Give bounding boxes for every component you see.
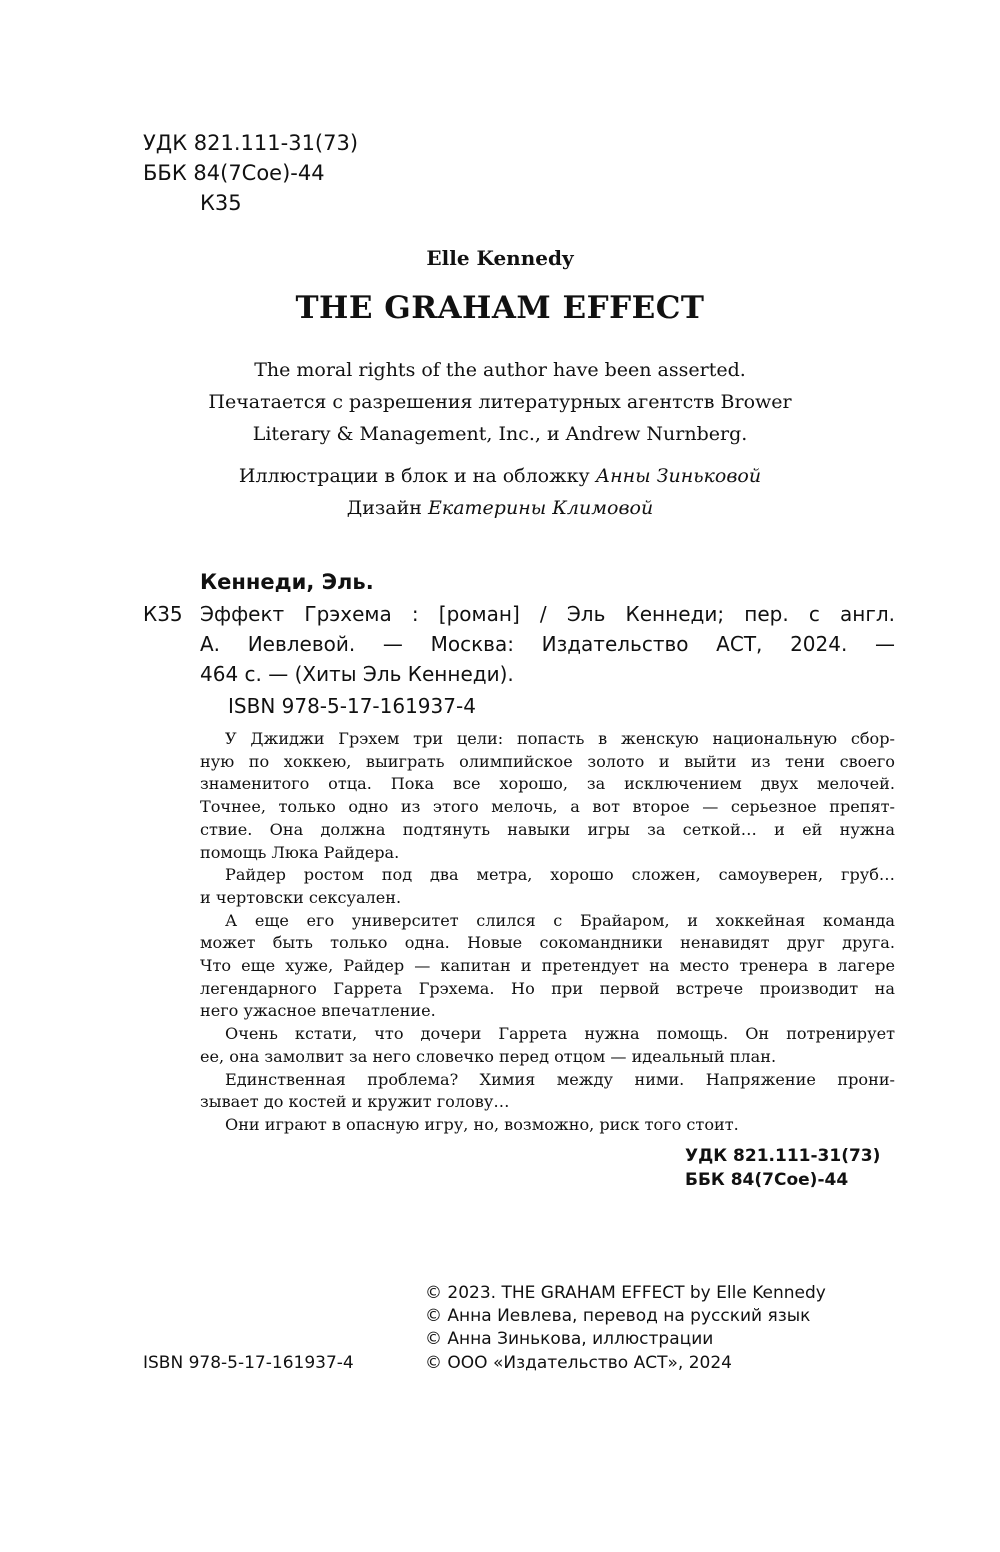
author-name-en: Elle Kennedy (426, 246, 574, 270)
annotation-line: него ужасное впечатление. (200, 1001, 436, 1021)
rights-line: Literary & Management, Inc., и Andrew Nurnberg. (252, 423, 748, 445)
bib-line: Эффект Грэхема : [роман] / Эль Кеннеди; пер. с англ. (200, 602, 895, 626)
annotation-paragraph (200, 1069, 895, 1114)
copyright-line: © 2023. THE GRAHAM EFFECT by Elle Kennedy (425, 1283, 826, 1303)
udk-code-bottom: УДК 821.111-31(73) (685, 1146, 881, 1166)
annotation-line: Райдер ростом под два метра, хорошо сложен, самоуверен, груб… (225, 865, 895, 885)
annotation-paragraph (200, 864, 895, 909)
copyright-line: © Анна Иевлева, перевод на русский язык (425, 1306, 811, 1326)
isbn-bottom: ISBN 978-5-17-161937-4 (143, 1353, 354, 1373)
annotation-line: легендарного Гаррета Грэхема. Но при первой встрече производит на (200, 978, 895, 998)
annotation-line: Они играют в опасную игру, но, возможно, риск того стоит. (225, 1114, 739, 1134)
credits (0, 460, 1000, 524)
annotation-paragraph (200, 728, 895, 864)
bbk-code: ББК 84(7Сое)-44 (143, 161, 325, 185)
annotation-paragraph (200, 910, 895, 1024)
design-label: Дизайн (346, 497, 422, 519)
book-title-en: THE GRAHAM EFFECT (295, 290, 705, 326)
bib-line: 464 с. — (Хиты Эль Кеннеди). (200, 662, 514, 686)
illustrator-name: Анны Зиньковой (595, 465, 762, 487)
annotation-line: ствие. Она должна подтянуть навыки игры за сеткой… и ей нужна (200, 819, 895, 839)
bib-heading: Кеннеди, Эль. (200, 570, 374, 594)
annotation-line: А еще его университет слился с Брайаром, и хоккейная команда (225, 910, 895, 930)
udk-code: УДК 821.111-31(73) (143, 131, 359, 155)
annotation-paragraph (200, 1114, 895, 1137)
annotation-line: Что еще хуже, Райдер — капитан и претендует на место тренера в лагере (200, 956, 895, 976)
illustrations-credit (0, 460, 1000, 492)
annotation (200, 728, 895, 1137)
bib-line: А. Иевлевой. — Москва: Издательство АСТ, 2024. — (200, 632, 895, 656)
rights-line: The moral rights of the author have been asserted. (254, 359, 746, 381)
rights-notice (0, 354, 1000, 450)
designer-name: Екатерины Климовой (427, 497, 654, 519)
annotation-line: Точнее, только одно из этого мелочь, а вот второе — серьезное препят- (200, 797, 895, 817)
annotation-line: знаменитого отца. Пока все хорошо, за исключением двух мелочей. (200, 774, 895, 794)
annotation-line: Очень кстати, что дочери Гаррета нужна помощь. Он потренирует (225, 1024, 895, 1044)
annotation-line: ную по хоккею, выиграть олимпийское золото и выйти из тени своего (200, 751, 895, 771)
copyright-line: © ООО «Издательство АСТ», 2024 (425, 1353, 732, 1373)
rights-line: Печатается с разрешения литературных агентств Brower (208, 391, 792, 413)
author-mark: К35 (200, 191, 242, 215)
annotation-line: и чертовски сексуален. (200, 887, 402, 907)
annotation-line: Единственная проблема? Химия между ними. Напряжение прони- (225, 1069, 895, 1089)
bib-isbn: ISBN 978-5-17-161937-4 (228, 694, 476, 718)
annotation-line: ее, она замолвит за него словечко перед отцом — идеальный план. (200, 1046, 777, 1066)
annotation-line: зывает до костей и кружит голову… (200, 1092, 510, 1112)
design-credit (0, 492, 1000, 524)
bbk-code-bottom: ББК 84(7Сое)-44 (685, 1170, 849, 1190)
illustrations-label: Иллюстрации в блок и на обложку (238, 465, 590, 487)
copyright-line: © Анна Зинькова, иллюстрации (425, 1329, 714, 1349)
annotation-line: У Джиджи Грэхем три цели: попасть в женскую национальную сбор- (225, 729, 895, 748)
bib-mark: К35 (143, 602, 183, 626)
annotation-line: помощь Люка Райдера. (200, 842, 400, 862)
annotation-paragraph (200, 1023, 895, 1068)
annotation-line: может быть только одна. Новые сокомандники ненавидят друг друга. (200, 933, 895, 953)
